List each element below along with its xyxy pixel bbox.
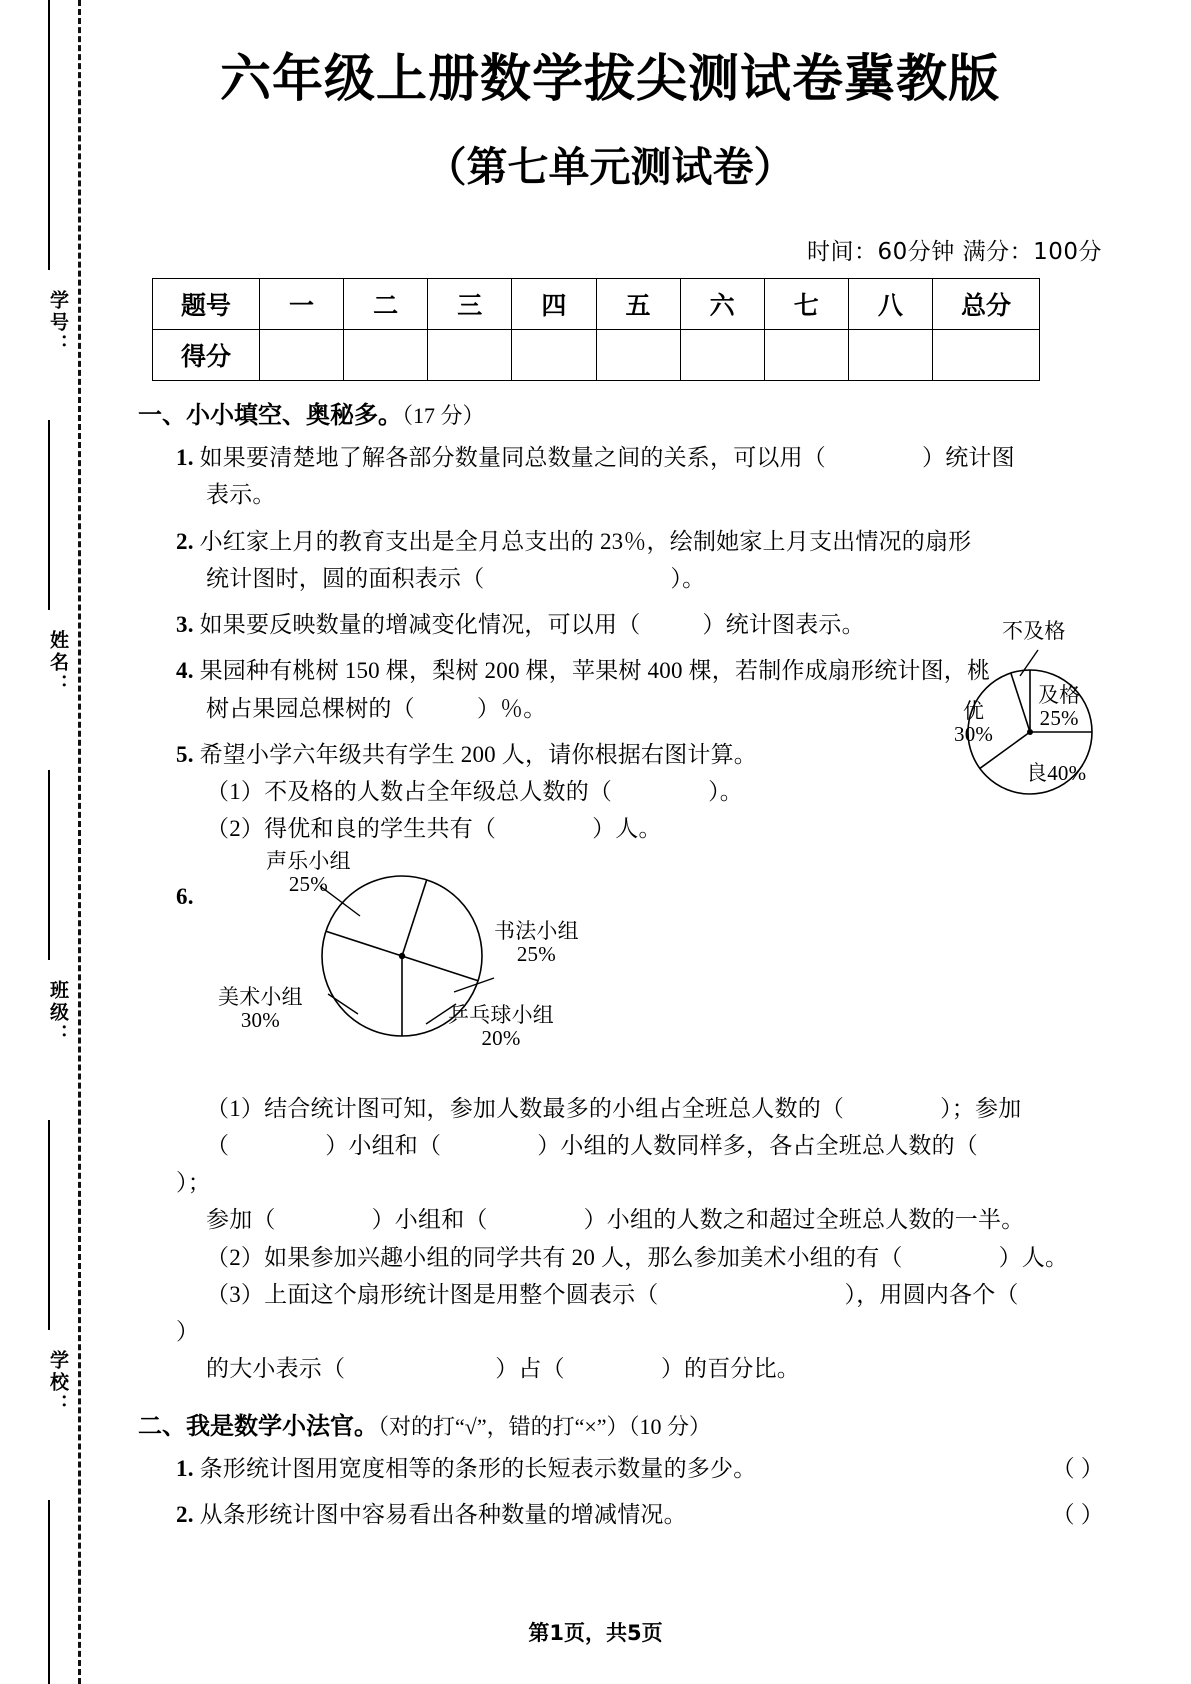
sidebar-label-class: 班级：: [47, 980, 69, 1046]
section-1-title: 一、小小填空、奥秘多。: [138, 401, 402, 430]
question-4-text-a: 果园种有桃树 150 棵，梨树 200 棵，苹果树 400 棵，若制作成扇形统计图，桃: [199, 658, 991, 684]
question-1: [176, 439, 1130, 514]
score-table-col-total: 总分: [933, 279, 1040, 330]
q6-sub1-a: （1）结合统计图可知，参加人数最多的小组占全班总人数的（: [206, 1095, 845, 1121]
sidebar-rule-5: [48, 1500, 50, 1684]
grade-pie-chart: [920, 614, 1140, 804]
question-6-sub-2: [176, 1239, 1130, 1276]
question-2-text-c: ）。: [670, 565, 706, 591]
question-2-line-1: [176, 523, 1130, 560]
section-2-points: （对的打“√”，错的打“×”）（10 分）: [378, 1413, 712, 1439]
question-5-sub-2: [176, 810, 1130, 847]
pie2-label-tabletennis: [448, 1004, 554, 1051]
pie-label-excellent-text: 优: [962, 698, 985, 723]
section-1-points: （17 分）: [402, 403, 485, 429]
question-1-number: 1.: [176, 445, 194, 471]
question-1-text-b: ）统计图: [922, 445, 1015, 471]
score-cell[interactable]: [260, 330, 344, 381]
pie2-label-tabletennis-value: 20%: [481, 1026, 521, 1051]
score-cell[interactable]: [344, 330, 428, 381]
q6-sub1-d: ）小组和（: [325, 1132, 442, 1158]
question-5-text: 希望小学六年级共有学生 200 人，请你根据右图计算。: [199, 741, 758, 767]
page-subtitle: （第七单元测试卷）: [425, 143, 795, 192]
question-3-text-b: ）统计图表示。: [702, 612, 865, 638]
q6-sub3-f: ）的百分比。: [660, 1356, 801, 1382]
sidebar-dashed-cut-line: [78, 0, 81, 1684]
interest-group-pie-chart: [212, 848, 632, 1051]
pie-label-excellent: [954, 700, 993, 747]
pie-label-good: [1026, 762, 1086, 786]
page-title: 六年级上册数学拔尖测试卷冀教版: [219, 50, 1000, 109]
question-3-text-a: 如果要反映数量的增减变化情况，可以用（: [199, 612, 641, 638]
q6-sub1-g: 参加（: [206, 1207, 276, 1233]
q6-sub3-c: ）: [176, 1319, 200, 1345]
q6-sub1-f: ）；: [176, 1170, 211, 1196]
score-cell[interactable]: [764, 330, 848, 381]
section2-question-2-text: 从条形统计图中容易看出各种数量的增减情况。: [199, 1501, 687, 1527]
sidebar-label-student-id: 学号：: [47, 290, 69, 356]
section2-question-1-number: 1.: [176, 1455, 194, 1481]
q6-sub3-e: ）占（: [495, 1356, 565, 1382]
score-cell[interactable]: [512, 330, 596, 381]
pie-label-good-value: 40%: [1047, 760, 1087, 785]
pie2-center-dot: [399, 952, 405, 958]
pie-label-pass-value: 25%: [1039, 706, 1079, 731]
score-table-col-4: 四: [512, 279, 596, 330]
question-6-sub1-line-3: [176, 1201, 1130, 1238]
question-6-sub1-line-2: [176, 1127, 1130, 1202]
sidebar-rule-4: [48, 1120, 50, 1330]
score-table-col-8: 八: [848, 279, 932, 330]
q6-sub2-b: ）人。: [998, 1244, 1069, 1270]
question-2-line-2: [176, 560, 1130, 597]
exam-meta: 时间：60分钟 满分：100分: [807, 239, 1102, 266]
true-false-bracket[interactable]: （ ）: [1051, 1501, 1104, 1527]
q6-sub1-h: ）小组和（: [371, 1207, 488, 1233]
score-table-row-label-score: 得分: [153, 330, 260, 381]
pie2-label-art: [218, 986, 303, 1033]
sidebar-rule-3: [48, 770, 50, 960]
question-2-number: 2.: [176, 528, 194, 554]
pie2-label-tabletennis-text: 乒乓球小组: [448, 1002, 554, 1027]
question-6-number: 6.: [176, 883, 194, 909]
question-6-sub3-line-1: [176, 1276, 1130, 1351]
sidebar-rule-2: [48, 420, 50, 610]
question-4-number: 4.: [176, 658, 194, 684]
question-2-text-a: 小红家上月的教育支出是全月总支出的 23％，绘制她家上月支出情况的扇形: [199, 528, 972, 554]
q6-sub3-a: （3）上面这个扇形统计图是用整个圆表示（: [206, 1281, 659, 1307]
section-heading-2: [138, 1406, 1130, 1441]
pie2-label-vocal-text: 声乐小组: [266, 848, 351, 873]
pie2-divider-3: [326, 931, 402, 956]
pie-label-excellent-value: 30%: [954, 722, 994, 747]
question-6-sub3-line-2: [176, 1350, 1130, 1387]
pie2-label-calligraphy-value: 25%: [516, 942, 556, 967]
score-table-col-1: 一: [260, 279, 344, 330]
question-1-line-1: [176, 439, 1130, 476]
pie2-label-calligraphy: [494, 920, 579, 967]
question-1-text-c: 表示。: [206, 482, 276, 508]
student-info-sidebar: [0, 0, 112, 1684]
pie-label-pass-text: 及格: [1038, 682, 1081, 707]
score-cell[interactable]: [428, 330, 512, 381]
q6-sub1-c: （: [206, 1132, 230, 1158]
score-table-col-3: 三: [428, 279, 512, 330]
pie-label-fail: [1002, 620, 1066, 644]
pie-center-dot: [1027, 729, 1033, 735]
q6-sub1-e: ）小组的人数同样多，各占全班总人数的（: [537, 1132, 979, 1158]
question-5-sub2-text-b: ）人。: [592, 816, 662, 842]
section-2-title: 二、我是数学小法官。: [138, 1411, 378, 1440]
question-2: [176, 523, 1130, 598]
pie2-label-art-text: 美术小组: [218, 984, 303, 1009]
pie-label-fail-text: 不及格: [1002, 618, 1066, 643]
question-5-sub2-text-a: （2）得优和良的学生共有（: [206, 816, 497, 842]
question-5-sub1-text-a: （1）不及格的人数占全年级总人数的（: [206, 779, 613, 805]
page-footer: 第1页，共5页: [528, 1621, 663, 1645]
question-4-text-b: 树占果园总棵树的（: [206, 695, 415, 721]
pie2-label-art-value: 30%: [240, 1008, 280, 1033]
section2-question-2-number: 2.: [176, 1501, 194, 1527]
question-1-line-2: [176, 476, 1130, 513]
question-6: [176, 848, 1130, 1388]
q6-sub1-b: ）；参加: [940, 1095, 1022, 1121]
leader-line-fail: [1020, 650, 1038, 676]
sidebar-label-name: 姓名：: [47, 630, 69, 696]
pie2-divider-1: [402, 956, 478, 981]
sidebar-rule-1: [48, 0, 50, 270]
q6-sub2-a: （2）如果参加兴趣小组的同学共有 20 人，那么参加美术小组的有（: [206, 1244, 903, 1270]
score-table-row-label: 题号: [153, 279, 260, 330]
pie-label-good-text: 良: [1026, 760, 1048, 785]
table-row: [153, 279, 1040, 330]
pie2-label-vocal: [266, 850, 351, 897]
question-5-number: 5.: [176, 741, 194, 767]
pie2-label-vocal-value: 25%: [288, 872, 328, 897]
section2-question-1: [176, 1450, 1130, 1487]
true-false-bracket[interactable]: （ ）: [1051, 1455, 1104, 1481]
q6-sub1-i: ）小组的人数之和超过全班总人数的一半。: [583, 1207, 1025, 1233]
sidebar-label-school: 学校：: [47, 1350, 69, 1416]
q6-sub3-b: ），用圆内各个（: [844, 1281, 1019, 1307]
pie2-label-calligraphy-text: 书法小组: [494, 918, 579, 943]
score-cell[interactable]: [933, 330, 1040, 381]
score-table-col-5: 五: [596, 279, 680, 330]
score-cell[interactable]: [596, 330, 680, 381]
table-row: [153, 330, 1040, 381]
question-2-text-b: 统计图时，圆的面积表示（: [206, 565, 485, 591]
question-5-sub1-text-b: ）。: [708, 779, 744, 805]
score-table-col-2: 二: [344, 279, 428, 330]
question-3-number: 3.: [176, 612, 194, 638]
score-table-col-7: 七: [764, 279, 848, 330]
exam-content: [130, 0, 1130, 1533]
question-6-sub1-line-1: [176, 1090, 1130, 1127]
section2-question-2: [176, 1496, 1130, 1533]
score-table-col-6: 六: [680, 279, 764, 330]
pie2-divider-0: [402, 879, 427, 955]
question-1-text-a: 如果要清楚地了解各部分数量同总数量之间的关系，可以用（: [199, 445, 827, 471]
score-cell[interactable]: [848, 330, 932, 381]
question-4-text-c: ）％。: [476, 695, 547, 721]
pie-label-pass: [1038, 684, 1080, 731]
section-heading-1: [138, 395, 1130, 430]
section2-question-1-text: 条形统计图用宽度相等的条形的长短表示数量的多少。: [199, 1455, 757, 1481]
score-table: [152, 278, 1040, 381]
q6-sub3-d: 的大小表示（: [206, 1356, 346, 1382]
score-cell[interactable]: [680, 330, 764, 381]
pie-divider-3: [1011, 673, 1030, 732]
question-6-chart-block: [176, 848, 1130, 1054]
